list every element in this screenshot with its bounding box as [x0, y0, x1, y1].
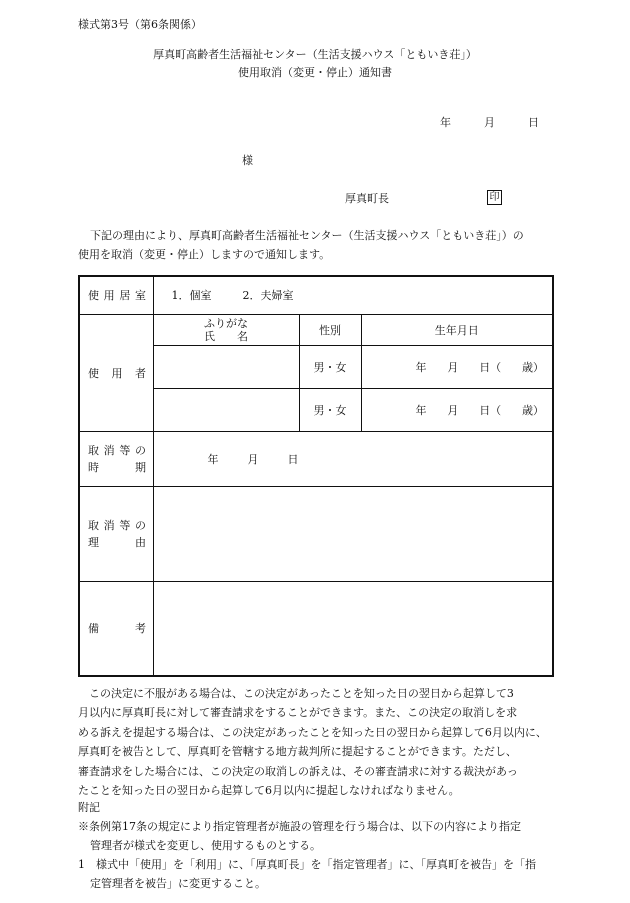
appendix-item-line-1: 1 様式中「使用」を「利用」に、「厚真町長」を「指定管理者」に、「厚真町を被告」を「指 [78, 858, 536, 871]
notice-line: める訴えを提起する場合は、この決定があったことを知った日の翌日から起算して6月以内に、 [78, 725, 547, 739]
user-2-gender[interactable]: 男・女 [299, 388, 361, 431]
timing-value-field[interactable]: 年 月 日 [153, 431, 553, 486]
room-option-couple[interactable]: 2．夫婦室 [242, 289, 294, 303]
user-header-row [79, 314, 553, 345]
user-label: 使 用 者 [79, 314, 153, 431]
title-line-2: 使用取消（変更・停止）通知書 [238, 66, 392, 79]
room-options[interactable] [153, 276, 553, 314]
appendix-heading: 附記 [78, 801, 100, 814]
user-1-dob[interactable]: 年 月 日（ 歳） [361, 345, 553, 388]
notice-line: たことを知った日の翌日から起算して6月以内に提起しなければなりません。 [78, 784, 460, 798]
furigana-label: ふりがな [204, 316, 248, 330]
name-label: 氏 名 [204, 329, 248, 343]
name-header [153, 314, 299, 345]
form-table [78, 275, 554, 677]
room-option-single[interactable]: 1．個室 [171, 289, 212, 303]
seal-mark: 印 [487, 190, 502, 205]
timing-row [79, 431, 553, 486]
remarks-row [79, 581, 553, 676]
date-month-label: 月 [484, 116, 495, 129]
user-1-gender[interactable]: 男・女 [299, 345, 361, 388]
notice-line: 厚真町を被告として、厚真町を管轄する地方裁判所に提起することができます。ただし、 [78, 745, 517, 759]
room-row [79, 276, 553, 314]
intro-line-2: 使用を取消（変更・停止）しますので通知します。 [78, 248, 331, 261]
date-day-label: 日 [528, 116, 539, 129]
user-1-name-field[interactable] [153, 345, 299, 388]
user-2-dob[interactable]: 年 月 日（ 歳） [361, 388, 553, 431]
appendix-item-line-2: 定管理者を被告」に変更すること。 [90, 877, 266, 890]
title-line-1: 厚真町高齢者生活福祉センター（生活支援ハウス「ともいき荘」） [153, 48, 477, 61]
timing-label: 取 消 等 の 時 期 [79, 431, 153, 486]
issuer-name: 厚真町長 [345, 192, 389, 205]
reason-label: 取 消 等 の 理 由 [79, 486, 153, 581]
notice-line: この決定に不服がある場合は、この決定があったことを知った日の翌日から起算して3 [78, 687, 514, 700]
remarks-value-field[interactable] [153, 581, 553, 676]
reason-row [79, 486, 553, 581]
appendix-note-line-2: 管理者が様式を変更し、使用するものとする。 [90, 839, 321, 852]
dob-header: 生年月日 [361, 314, 553, 345]
intro-line-1: 下記の理由により、厚真町高齢者生活福祉センター（生活支援ハウス「ともいき荘」）の [90, 229, 524, 242]
reason-value-field[interactable] [153, 486, 553, 581]
addressee-suffix: 様 [242, 154, 253, 167]
notice-paragraph [78, 684, 547, 800]
notice-line: 月以内に厚真町長に対して審査請求をすることができます。また、この決定の取消しを求 [78, 706, 518, 720]
form-number: 様式第3号（第6条関係） [78, 18, 202, 31]
remarks-label: 備 考 [79, 581, 153, 676]
date-header [440, 114, 539, 130]
gender-header: 性別 [299, 314, 361, 345]
room-label: 使 用 居 室 [79, 276, 153, 314]
notice-line: 審査請求をした場合には、この決定の取消しの訴えは、その審査請求に対する裁決があっ [78, 764, 518, 778]
appendix-note-line-1: ※条例第17条の規定により指定管理者が施設の管理を行う場合は、以下の内容により指定 [78, 820, 521, 833]
user-2-name-field[interactable] [153, 388, 299, 431]
date-year-label: 年 [440, 116, 451, 129]
